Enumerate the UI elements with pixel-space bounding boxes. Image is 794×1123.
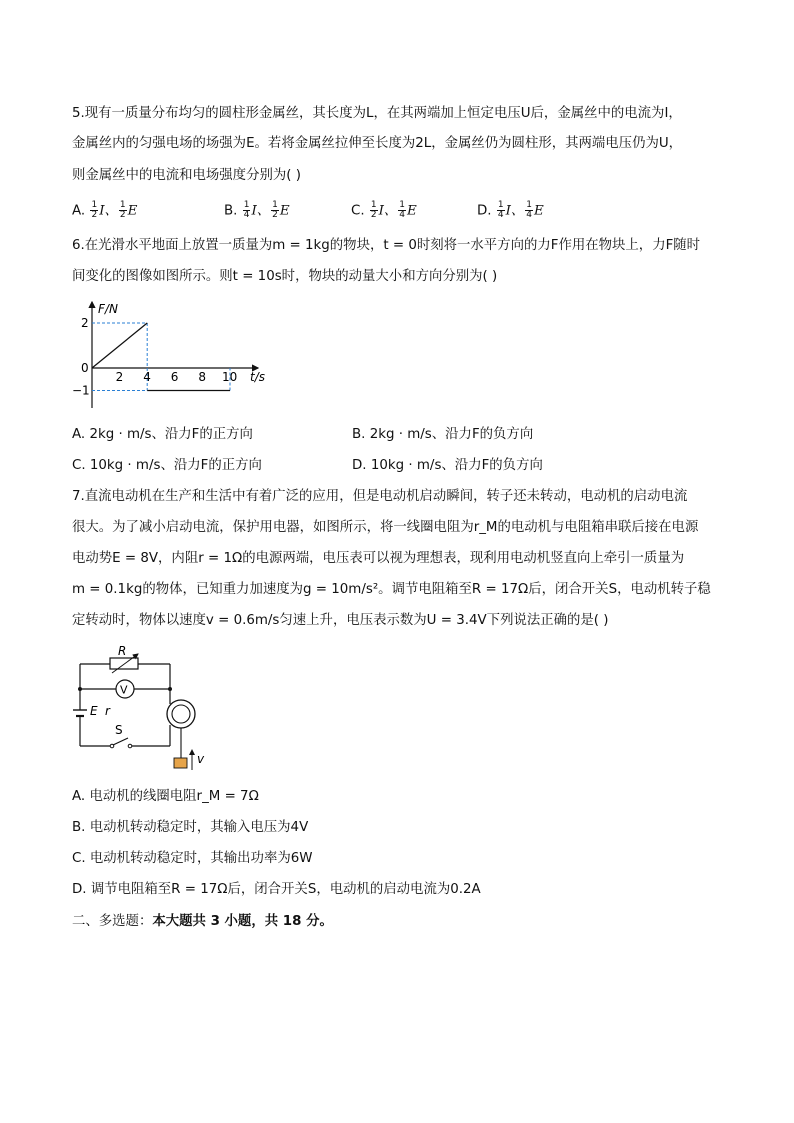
q7-option-b[interactable]: B. 电动机转动稳定时，其输入电压为4V [72,820,309,835]
fraction-numerator: 1 [243,200,250,210]
label-velocity: v [197,752,205,766]
x-tick-label: 6 [170,370,179,384]
x-tick-label: 4 [143,370,151,384]
chart-labels [72,302,265,398]
origin-label: 0 [81,361,89,375]
fraction-numerator: 1 [526,200,532,210]
fraction [119,201,127,220]
q5-line-3: 则金属丝中的电流和电场强度分别为( ) [72,168,301,183]
fraction-numerator: 1 [91,200,98,210]
option-letter: B. [224,203,242,219]
section-2-text: 本大题共 3 小题，共 18 分。 [152,914,333,929]
fraction-denominator: 4 [243,210,250,220]
q7-option-d[interactable]: D. 调节电阻箱至R = 17Ω后，闭合开关S，电动机的启动电流为0.2A [72,882,481,897]
fraction-numerator: 1 [399,200,406,210]
fraction-denominator: 2 [370,210,377,220]
x-tick-label: 2 [115,370,124,384]
series-segment-1 [92,323,147,368]
fraction-denominator: 2 [272,210,278,220]
q7-line-5: 定转动时，物体以速度v = 0.6m/s匀速上升，电压表示数为U = 3.4V下列说法正确的是( ) [72,613,609,628]
option-value: I、 [505,203,525,219]
chart-guides [92,323,230,391]
fraction-denominator: 4 [526,210,532,220]
fraction-numerator: 1 [370,200,377,210]
section-2-prefix: 二、多选题： [72,914,153,929]
rheostat-r [110,658,138,669]
fraction-numerator: 1 [119,200,126,210]
fraction [497,201,505,220]
q6-option-d[interactable]: D. 10kg · m/s、沿力F的负方向 [352,458,543,473]
fraction [243,201,251,220]
q7-line-3: 电动势E = 8V，内阻r = 1Ω的电源两端，电压表可以视为理想表，现利用电动机竖直向上牵引一质量为 [72,551,685,566]
label-internal-r: r [105,704,110,718]
q6-option-a[interactable]: A. 2kg · m/s、沿力F的正方向 [72,427,253,442]
q7-line-2: 很大。为了减小启动电流，保护用电器，如图所示，将一线圈电阻为r_M的电动机与电阻箱串联后接在电源 [72,520,699,535]
option-value: I、 [99,203,118,219]
chart-axes [92,302,258,408]
option-letter: A. [72,203,90,219]
q5-option-c[interactable] [351,201,417,222]
circuit-diagram [70,642,220,777]
q5-line-1: 5.现有一质量分布均匀的圆柱形金属丝，其长度为L，在其两端加上恒定电压U后，金属丝中的电流为I， [72,106,682,121]
fraction-denominator: 4 [399,210,406,220]
q7-option-c[interactable]: C. 电动机转动稳定时，其输出功率为6W [72,851,313,866]
option-letter: D. [477,203,496,219]
option-letter: C. [351,203,369,219]
fraction-denominator: 4 [497,210,504,220]
q5-line-2: 金属丝内的匀强电场的场强为E。若将金属丝拉伸至长度为2L，金属丝仍为圆柱形，其两端电压仍为U， [72,136,683,151]
option-value: E [407,203,417,219]
x-axis-label: t/s [250,370,265,384]
q5-option-a[interactable] [72,201,137,222]
q6-line-1: 6.在光滑水平地面上放置一质量为m = 1kg的物块，t = 0时刻将一水平方向的力F作用在物块上，力F随时 [72,238,701,253]
x-tick-label: 10 [222,370,238,384]
fraction-numerator: 1 [497,200,504,210]
q6-line-2: 间变化的图像如图所示。则t = 10s时，物块的动量大小和方向分别为( ) [72,269,498,284]
option-value: I、 [251,203,271,219]
fraction [90,201,98,220]
y-tick-label: 2 [81,316,89,330]
y-tick-label: −1 [72,383,90,398]
fraction [398,201,406,220]
option-value: I、 [378,203,398,219]
fraction [370,201,378,220]
section-2-header [72,912,333,932]
fraction-numerator: 1 [272,200,278,210]
label-r-upper: R [118,644,127,658]
fraction [525,201,533,220]
fraction-denominator: 2 [119,210,126,220]
switch-icon [113,738,128,745]
mass-block [174,758,187,768]
option-value: E [533,203,544,219]
option-value: E [127,203,138,219]
q6-option-c[interactable]: C. 10kg · m/s、沿力F的正方向 [72,458,262,473]
x-tick-label: 8 [198,370,207,384]
q7-line-1: 7.直流电动机在生产和生活中有着广泛的应用，但是电动机启动瞬间，转子还未转动，电动机的启动电流 [72,489,688,504]
fraction-denominator: 2 [91,210,98,220]
option-value: E [279,203,290,219]
q7-option-a[interactable]: A. 电动机的线圈电阻r_M = 7Ω [72,789,259,804]
chart-series [92,323,230,391]
label-switch: S [115,723,123,737]
q7-line-4: m = 0.1kg的物体，已知重力加速度为g = 10m/s²。调节电阻箱至R = 17Ω后，闭合开关S，电动机转子稳 [72,582,711,597]
label-emf: E [90,704,98,718]
q5-option-b[interactable] [224,201,290,222]
y-axis-label: F/N [98,302,118,316]
q5-option-d[interactable] [477,201,544,222]
force-time-chart [66,296,276,412]
label-voltmeter: V [120,683,128,697]
q6-option-b[interactable]: B. 2kg · m/s、沿力F的负方向 [352,427,534,442]
fraction [271,201,279,220]
